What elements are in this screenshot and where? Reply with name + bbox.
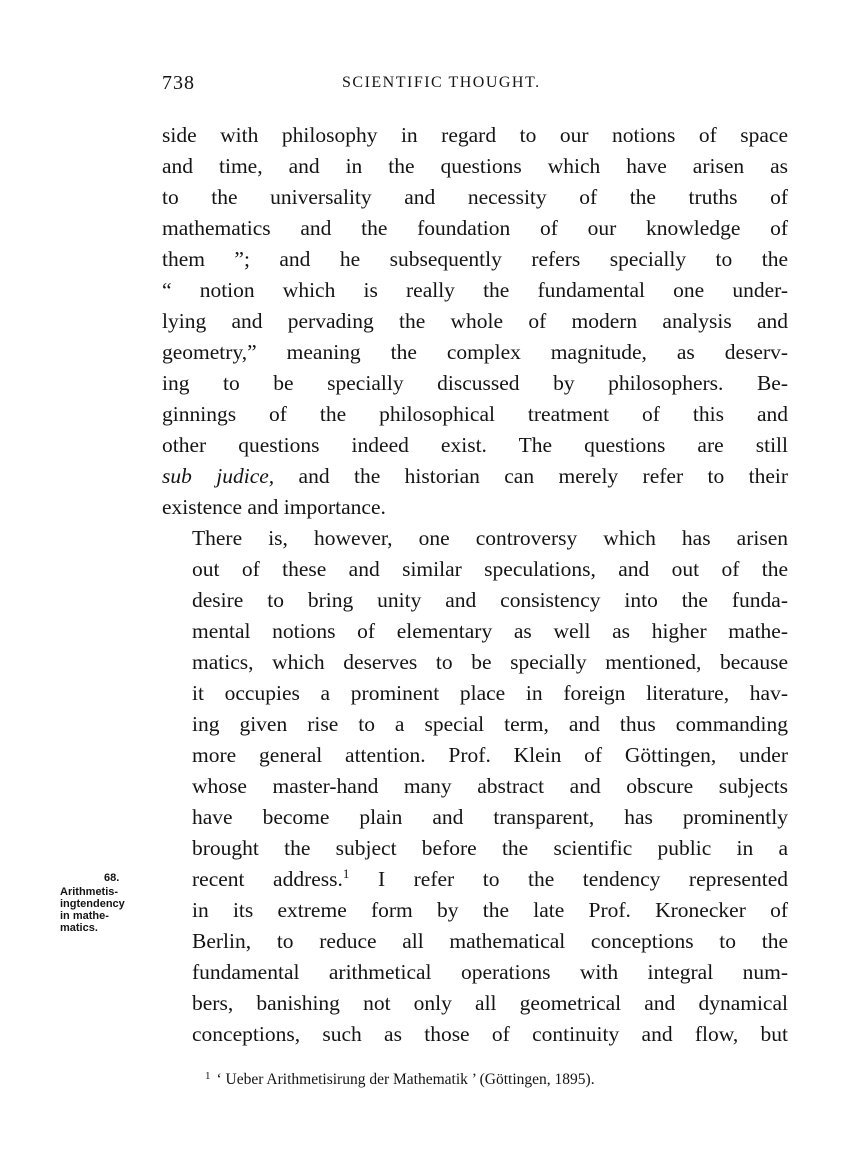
running-title: SCIENTIFIC THOUGHT. bbox=[342, 74, 541, 91]
italic-phrase: sub judice, bbox=[162, 464, 275, 488]
text-line: brought the subject before the scientific public in a bbox=[192, 836, 788, 860]
text-line: out of these and similar speculations, and out of the bbox=[192, 557, 788, 581]
text-line: lying and pervading the whole of modern analysis and bbox=[162, 309, 788, 333]
text-line: other questions indeed exist. The questions are still bbox=[162, 433, 788, 457]
text-line: ginnings of the philosophical treatment of this and bbox=[162, 402, 788, 426]
margin-note bbox=[60, 872, 156, 934]
text-line: and time, and in the questions which have arisen as bbox=[162, 154, 788, 178]
text-line: it occupies a prominent place in foreign literature, hav- bbox=[192, 681, 788, 705]
text-line: in its extreme form by the late Prof. Kronecker of bbox=[192, 898, 788, 922]
text-fragment: I refer to the tendency represented bbox=[349, 867, 788, 891]
text-line: mental notions of elementary as well as higher mathe- bbox=[192, 619, 788, 643]
text-line: mathematics and the foundation of our knowledge of bbox=[162, 216, 788, 240]
text-line: desire to bring unity and consistency into the funda- bbox=[192, 588, 788, 612]
text-line: have become plain and transparent, has prominently bbox=[192, 805, 788, 829]
paragraph-2 bbox=[162, 523, 788, 1050]
page-header bbox=[162, 72, 788, 102]
text-line bbox=[162, 461, 788, 492]
text-line: “ notion which is really the fundamental one under- bbox=[162, 278, 788, 302]
text-line: to the universality and necessity of the truths of bbox=[162, 185, 788, 209]
margin-note-number: 68. bbox=[104, 872, 120, 884]
text-line: ing to be specially discussed by philosophers. Be- bbox=[162, 371, 788, 395]
text-line: them ”; and he subsequently refers specially to the bbox=[162, 247, 788, 271]
text-line: matics, which deserves to be specially mentioned, because bbox=[192, 650, 788, 674]
footnote-marker: 1 bbox=[205, 1070, 211, 1082]
text-line: bers, banishing not only all geometrical and dynamical bbox=[192, 991, 788, 1015]
body-text bbox=[162, 120, 788, 1050]
footnote-text: ‘ Ueber Arithmetisirung der Mathematik ’ (Göttingen, 1895). bbox=[216, 1071, 595, 1088]
footnote-reference[interactable]: 1 bbox=[342, 866, 350, 881]
text-line: whose master-hand many abstract and obscure subjects bbox=[192, 774, 788, 798]
text-line: There is, however, one controversy which has arisen bbox=[192, 526, 788, 550]
text-line: ing given rise to a special term, and thus commanding bbox=[192, 712, 788, 736]
text-line: fundamental arithmetical operations with integral num- bbox=[192, 960, 788, 984]
text-line: geometry,” meaning the complex magnitude, as deserv- bbox=[162, 340, 788, 364]
text-line: Berlin, to reduce all mathematical conceptions to the bbox=[192, 929, 788, 953]
text-line: existence and importance. bbox=[162, 495, 386, 519]
text-line: side with philosophy in regard to our notions of space bbox=[162, 123, 788, 147]
paragraph-1 bbox=[162, 120, 788, 523]
margin-note-title: Arithmetis- ingtendency in mathe- matics. bbox=[60, 886, 125, 934]
footnote bbox=[205, 1066, 785, 1090]
text-line bbox=[162, 864, 788, 895]
text-line: conceptions, such as those of continuity and flow, but bbox=[192, 1022, 788, 1046]
text-fragment: recent address. bbox=[192, 867, 343, 891]
page-number: 738 bbox=[162, 72, 195, 94]
text-fragment: and the historian can merely refer to their bbox=[274, 464, 789, 488]
text-line: more general attention. Prof. Klein of Göttingen, under bbox=[192, 743, 788, 767]
